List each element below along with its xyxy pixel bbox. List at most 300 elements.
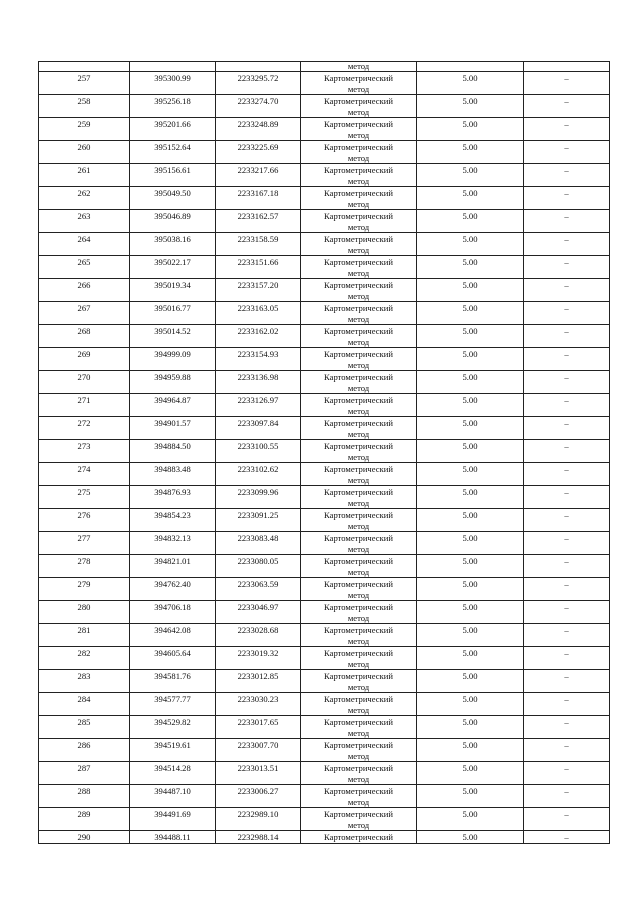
cell-x-text: 395022.17 xyxy=(154,257,191,267)
cell-y-text: 2233046.97 xyxy=(237,602,279,612)
cell-method xyxy=(301,72,417,95)
cell-note xyxy=(524,440,610,463)
cell-x xyxy=(130,279,216,302)
cell-note-text: – xyxy=(564,763,569,773)
cell-number xyxy=(39,440,130,463)
cell-y xyxy=(216,486,301,509)
cell-number-text: 273 xyxy=(77,441,91,451)
cell-note-text: – xyxy=(564,418,569,428)
cell-y xyxy=(216,463,301,486)
cell-note xyxy=(524,95,610,118)
cell-x xyxy=(130,808,216,831)
cell-note-text: – xyxy=(564,280,569,290)
cell-y-text: 2233158.59 xyxy=(237,234,279,244)
cell-x-text: 394514.28 xyxy=(154,763,191,773)
continuation-row xyxy=(39,62,610,72)
cell-accuracy-text: 5.00 xyxy=(462,234,478,244)
method-text-line2: метод xyxy=(347,544,370,554)
table-row xyxy=(39,601,610,624)
cell-number-text: 287 xyxy=(77,763,91,773)
cell-note xyxy=(524,348,610,371)
cell-method xyxy=(301,555,417,578)
cell-accuracy-text: 5.00 xyxy=(462,602,478,612)
cell-x-text: 395016.77 xyxy=(154,303,191,313)
cell-x xyxy=(130,325,216,348)
cell-y xyxy=(216,279,301,302)
method-text-line2: метод xyxy=(347,613,370,623)
cell-x xyxy=(130,164,216,187)
cell-number xyxy=(39,739,130,762)
cell-number-text: 261 xyxy=(77,165,91,175)
cell-method xyxy=(301,624,417,647)
cell-number-text: 285 xyxy=(77,717,91,727)
cell-note-text: – xyxy=(564,556,569,566)
cell-y xyxy=(216,62,301,72)
cell-accuracy xyxy=(417,440,524,463)
cell-y-text: 2233013.51 xyxy=(237,763,279,773)
cell-y xyxy=(216,555,301,578)
cell-accuracy-text: 5.00 xyxy=(462,763,478,773)
cell-method xyxy=(301,601,417,624)
cell-number xyxy=(39,118,130,141)
cell-method-text: Картометрический xyxy=(324,165,393,175)
cell-method-text: Картометрический xyxy=(324,740,393,750)
cell-y xyxy=(216,325,301,348)
cell-number xyxy=(39,808,130,831)
cell-method xyxy=(301,509,417,532)
cell-method xyxy=(301,440,417,463)
cell-method xyxy=(301,532,417,555)
cell-accuracy-text: 5.00 xyxy=(462,556,478,566)
cell-accuracy-text: 5.00 xyxy=(462,349,478,359)
cell-y-text: 2233163.05 xyxy=(237,303,279,313)
cell-number-text: 279 xyxy=(77,579,91,589)
cell-method-text: Картометрический xyxy=(324,625,393,635)
cell-note-text: – xyxy=(564,717,569,727)
cell-accuracy-text: 5.00 xyxy=(462,96,478,106)
cell-number xyxy=(39,394,130,417)
cell-note-text: – xyxy=(564,510,569,520)
cell-y-text: 2233007.70 xyxy=(237,740,279,750)
cell-y-text: 2233017.65 xyxy=(237,717,279,727)
cell-method-text: Картометрический xyxy=(324,809,393,819)
cell-y-text: 2233080.05 xyxy=(237,556,279,566)
cell-number-text: 283 xyxy=(77,671,91,681)
cell-accuracy xyxy=(417,486,524,509)
cell-x-text: 395152.64 xyxy=(154,142,191,152)
table-row xyxy=(39,256,610,279)
method-text-line2: метод xyxy=(347,360,370,370)
cell-note xyxy=(524,647,610,670)
cell-note xyxy=(524,210,610,233)
cell-y xyxy=(216,693,301,716)
cell-accuracy-text: 5.00 xyxy=(462,280,478,290)
cell-method xyxy=(301,233,417,256)
method-text-line2: метод xyxy=(347,728,370,738)
cell-y-text: 2233225.69 xyxy=(237,142,279,152)
method-text-line2: метод xyxy=(347,61,370,71)
cell-method-text: Картометрический xyxy=(324,73,393,83)
cell-number-text: 277 xyxy=(77,533,91,543)
cell-note-text: – xyxy=(564,441,569,451)
cell-accuracy-text: 5.00 xyxy=(462,809,478,819)
table-row xyxy=(39,555,610,578)
method-text-line2: метод xyxy=(347,429,370,439)
cell-y xyxy=(216,95,301,118)
table-row xyxy=(39,486,610,509)
cell-x-text: 395046.89 xyxy=(154,211,191,221)
cell-y xyxy=(216,831,301,844)
table-row xyxy=(39,624,610,647)
table-row xyxy=(39,509,610,532)
cell-x-text: 394642.08 xyxy=(154,625,191,635)
method-text-line2: метод xyxy=(347,130,370,140)
cell-accuracy xyxy=(417,187,524,210)
cell-accuracy-text: 5.00 xyxy=(462,418,478,428)
cell-accuracy xyxy=(417,509,524,532)
cell-note xyxy=(524,233,610,256)
cell-note-text: – xyxy=(564,625,569,635)
cell-accuracy xyxy=(417,394,524,417)
cell-accuracy-text: 5.00 xyxy=(462,533,478,543)
cell-note xyxy=(524,325,610,348)
cell-number-text: 263 xyxy=(77,211,91,221)
cell-x-text: 394581.76 xyxy=(154,671,191,681)
cell-accuracy-text: 5.00 xyxy=(462,165,478,175)
cell-note-text: – xyxy=(564,694,569,704)
cell-note xyxy=(524,670,610,693)
cell-note-text: – xyxy=(564,326,569,336)
table-row-partial xyxy=(39,831,610,844)
cell-method xyxy=(301,693,417,716)
cell-y-text: 2232989.10 xyxy=(237,809,279,819)
cell-accuracy-text: 5.00 xyxy=(462,211,478,221)
table-row xyxy=(39,371,610,394)
cell-number-text: 281 xyxy=(77,625,91,635)
cell-x xyxy=(130,670,216,693)
cell-y xyxy=(216,72,301,95)
cell-accuracy-text: 5.00 xyxy=(462,326,478,336)
cell-note-text: – xyxy=(564,786,569,796)
cell-number-text: 267 xyxy=(77,303,91,313)
cell-accuracy-text: 5.00 xyxy=(462,579,478,589)
method-text-line2: метод xyxy=(347,337,370,347)
cell-y-text: 2233154.93 xyxy=(237,349,279,359)
cell-accuracy-text: 5.00 xyxy=(462,625,478,635)
cell-y-text: 2233083.48 xyxy=(237,533,279,543)
cell-number-text: 269 xyxy=(77,349,91,359)
cell-accuracy xyxy=(417,693,524,716)
cell-x-text: 394706.18 xyxy=(154,602,191,612)
cell-number xyxy=(39,348,130,371)
cell-number xyxy=(39,601,130,624)
cell-number-text: 266 xyxy=(77,280,91,290)
cell-x-text: 394883.48 xyxy=(154,464,191,474)
cell-method-text: Картометрический xyxy=(324,211,393,221)
cell-number xyxy=(39,716,130,739)
cell-accuracy xyxy=(417,647,524,670)
cell-x-text: 394854.23 xyxy=(154,510,191,520)
cell-y xyxy=(216,233,301,256)
table-row xyxy=(39,578,610,601)
cell-x xyxy=(130,509,216,532)
cell-y xyxy=(216,532,301,555)
table-row xyxy=(39,808,610,831)
cell-x-text: 394577.77 xyxy=(154,694,191,704)
method-text-line2: метод xyxy=(347,383,370,393)
cell-x-text: 394529.82 xyxy=(154,717,191,727)
table-row xyxy=(39,348,610,371)
cell-accuracy xyxy=(417,785,524,808)
table-row xyxy=(39,72,610,95)
method-text-line2: метод xyxy=(347,291,370,301)
cell-accuracy xyxy=(417,555,524,578)
cell-accuracy-text: 5.00 xyxy=(462,487,478,497)
cell-x xyxy=(130,95,216,118)
cell-y-text: 2233019.32 xyxy=(237,648,279,658)
table-row xyxy=(39,210,610,233)
cell-accuracy-text: 5.00 xyxy=(462,257,478,267)
cell-note xyxy=(524,463,610,486)
cell-x xyxy=(130,831,216,844)
cell-x-text: 394487.10 xyxy=(154,786,191,796)
method-text-line2: метод xyxy=(347,268,370,278)
cell-y xyxy=(216,141,301,164)
cell-method xyxy=(301,785,417,808)
cell-note xyxy=(524,371,610,394)
method-text-line2: метод xyxy=(347,406,370,416)
cell-method-text: Картометрический xyxy=(324,464,393,474)
cell-number xyxy=(39,831,130,844)
cell-note-text: – xyxy=(564,188,569,198)
table-row xyxy=(39,394,610,417)
cell-accuracy xyxy=(417,210,524,233)
cell-x-text: 395049.50 xyxy=(154,188,191,198)
method-text-line2: метод xyxy=(347,636,370,646)
cell-note xyxy=(524,187,610,210)
cell-accuracy-text: 5.00 xyxy=(462,303,478,313)
cell-accuracy-text: 5.00 xyxy=(462,648,478,658)
cell-y-text: 2233100.55 xyxy=(237,441,279,451)
cell-note-text: – xyxy=(564,809,569,819)
cell-accuracy-text: 5.00 xyxy=(462,464,478,474)
cell-note-text: – xyxy=(564,579,569,589)
cell-x-text: 394884.50 xyxy=(154,441,191,451)
cell-number xyxy=(39,371,130,394)
cell-accuracy-text: 5.00 xyxy=(462,73,478,83)
cell-x xyxy=(130,187,216,210)
cell-method xyxy=(301,716,417,739)
cell-method xyxy=(301,164,417,187)
cell-note-text: – xyxy=(564,303,569,313)
cell-note xyxy=(524,555,610,578)
cell-note-text: – xyxy=(564,142,569,152)
table-row xyxy=(39,647,610,670)
cell-note xyxy=(524,394,610,417)
cell-number-text: 271 xyxy=(77,395,91,405)
cell-y-text: 2233126.97 xyxy=(237,395,279,405)
cell-number xyxy=(39,72,130,95)
cell-x-text: 394832.13 xyxy=(154,533,191,543)
method-text-line2: метод xyxy=(347,475,370,485)
table-row xyxy=(39,785,610,808)
cell-y xyxy=(216,302,301,325)
cell-x xyxy=(130,693,216,716)
cell-method-text: Картометрический xyxy=(324,602,393,612)
cell-method xyxy=(301,739,417,762)
cell-accuracy-text: 5.00 xyxy=(462,832,478,842)
cell-y-text: 2233102.62 xyxy=(237,464,279,474)
cell-x-text: 395300.99 xyxy=(154,73,191,83)
cell-number-text: 278 xyxy=(77,556,91,566)
cell-accuracy xyxy=(417,716,524,739)
cell-method xyxy=(301,210,417,233)
cell-method-text: Картометрический xyxy=(324,395,393,405)
cell-accuracy xyxy=(417,164,524,187)
cell-y xyxy=(216,785,301,808)
cell-note-text: – xyxy=(564,372,569,382)
cell-y xyxy=(216,716,301,739)
table-row xyxy=(39,762,610,785)
cell-accuracy xyxy=(417,95,524,118)
cell-x xyxy=(130,348,216,371)
cell-x-text: 394762.40 xyxy=(154,579,191,589)
cell-accuracy-text: 5.00 xyxy=(462,395,478,405)
cell-accuracy xyxy=(417,808,524,831)
cell-number xyxy=(39,463,130,486)
cell-number-text: 284 xyxy=(77,694,91,704)
cell-x xyxy=(130,555,216,578)
cell-method-text: Картометрический xyxy=(324,510,393,520)
cell-accuracy xyxy=(417,463,524,486)
cell-accuracy xyxy=(417,141,524,164)
cell-x xyxy=(130,302,216,325)
table-row xyxy=(39,118,610,141)
cell-number xyxy=(39,509,130,532)
cell-note-text: – xyxy=(564,533,569,543)
cell-accuracy-text: 5.00 xyxy=(462,786,478,796)
cell-y xyxy=(216,440,301,463)
table-row xyxy=(39,716,610,739)
cell-method xyxy=(301,141,417,164)
cell-y xyxy=(216,348,301,371)
cell-number xyxy=(39,325,130,348)
cell-y xyxy=(216,670,301,693)
cell-number xyxy=(39,762,130,785)
cell-x-text: 395014.52 xyxy=(154,326,191,336)
cell-accuracy xyxy=(417,233,524,256)
table-row xyxy=(39,670,610,693)
cell-number xyxy=(39,417,130,440)
cell-x xyxy=(130,739,216,762)
cell-accuracy xyxy=(417,739,524,762)
method-text-line2: метод xyxy=(347,314,370,324)
cell-number xyxy=(39,62,130,72)
cell-method xyxy=(301,62,417,72)
cell-method xyxy=(301,348,417,371)
cell-y xyxy=(216,808,301,831)
cell-note-text: – xyxy=(564,740,569,750)
cell-method-text: Картометрический xyxy=(324,441,393,451)
cell-note xyxy=(524,118,610,141)
method-text-line2: метод xyxy=(347,797,370,807)
cell-method xyxy=(301,394,417,417)
cell-method xyxy=(301,325,417,348)
cell-x xyxy=(130,371,216,394)
cell-number-text: 258 xyxy=(77,96,91,106)
cell-note xyxy=(524,279,610,302)
cell-x xyxy=(130,72,216,95)
cell-y-text: 2233012.85 xyxy=(237,671,279,681)
cell-number-text: 280 xyxy=(77,602,91,612)
cell-accuracy xyxy=(417,62,524,72)
cell-x xyxy=(130,141,216,164)
cell-method-text: Картометрический xyxy=(324,326,393,336)
cell-y xyxy=(216,601,301,624)
cell-accuracy xyxy=(417,325,524,348)
cell-number xyxy=(39,486,130,509)
cell-accuracy-text: 5.00 xyxy=(462,717,478,727)
cell-method-text: Картометрический xyxy=(324,418,393,428)
cell-number-text: 259 xyxy=(77,119,91,129)
cell-accuracy xyxy=(417,371,524,394)
cell-x-text: 394959.88 xyxy=(154,372,191,382)
cell-note xyxy=(524,72,610,95)
cell-note xyxy=(524,739,610,762)
cell-note xyxy=(524,256,610,279)
cell-x xyxy=(130,762,216,785)
cell-number-text: 268 xyxy=(77,326,91,336)
cell-accuracy-text: 5.00 xyxy=(462,372,478,382)
cell-note xyxy=(524,601,610,624)
cell-accuracy-text: 5.00 xyxy=(462,740,478,750)
cell-x-text: 394491.69 xyxy=(154,809,191,819)
cell-note xyxy=(524,164,610,187)
cell-method-text: Картометрический xyxy=(324,694,393,704)
cell-method-text: Картометрический xyxy=(324,372,393,382)
cell-accuracy xyxy=(417,256,524,279)
cell-x xyxy=(130,440,216,463)
table-row xyxy=(39,417,610,440)
table-row xyxy=(39,532,610,555)
cell-accuracy-text: 5.00 xyxy=(462,441,478,451)
cell-x-text: 394901.57 xyxy=(154,418,191,428)
cell-number-text: 275 xyxy=(77,487,91,497)
cell-number xyxy=(39,578,130,601)
cell-method-text: Картометрический xyxy=(324,786,393,796)
cell-number xyxy=(39,785,130,808)
cell-y-text: 2233028.68 xyxy=(237,625,279,635)
cell-y-text: 2233167.18 xyxy=(237,188,279,198)
cell-x-text: 394999.09 xyxy=(154,349,191,359)
cell-y-text: 2233006.27 xyxy=(237,786,279,796)
table-row xyxy=(39,279,610,302)
coordinates-table xyxy=(38,61,610,844)
cell-x-text: 394821.01 xyxy=(154,556,191,566)
cell-y xyxy=(216,762,301,785)
coordinates-table-body xyxy=(39,62,610,844)
method-text-line2: метод xyxy=(347,84,370,94)
cell-x xyxy=(130,62,216,72)
cell-note xyxy=(524,693,610,716)
cell-note-text: – xyxy=(564,464,569,474)
cell-number xyxy=(39,624,130,647)
cell-method xyxy=(301,371,417,394)
method-text-line2: метод xyxy=(347,245,370,255)
cell-note-text: – xyxy=(564,211,569,221)
cell-number-text: 282 xyxy=(77,648,91,658)
cell-x-text: 395256.18 xyxy=(154,96,191,106)
